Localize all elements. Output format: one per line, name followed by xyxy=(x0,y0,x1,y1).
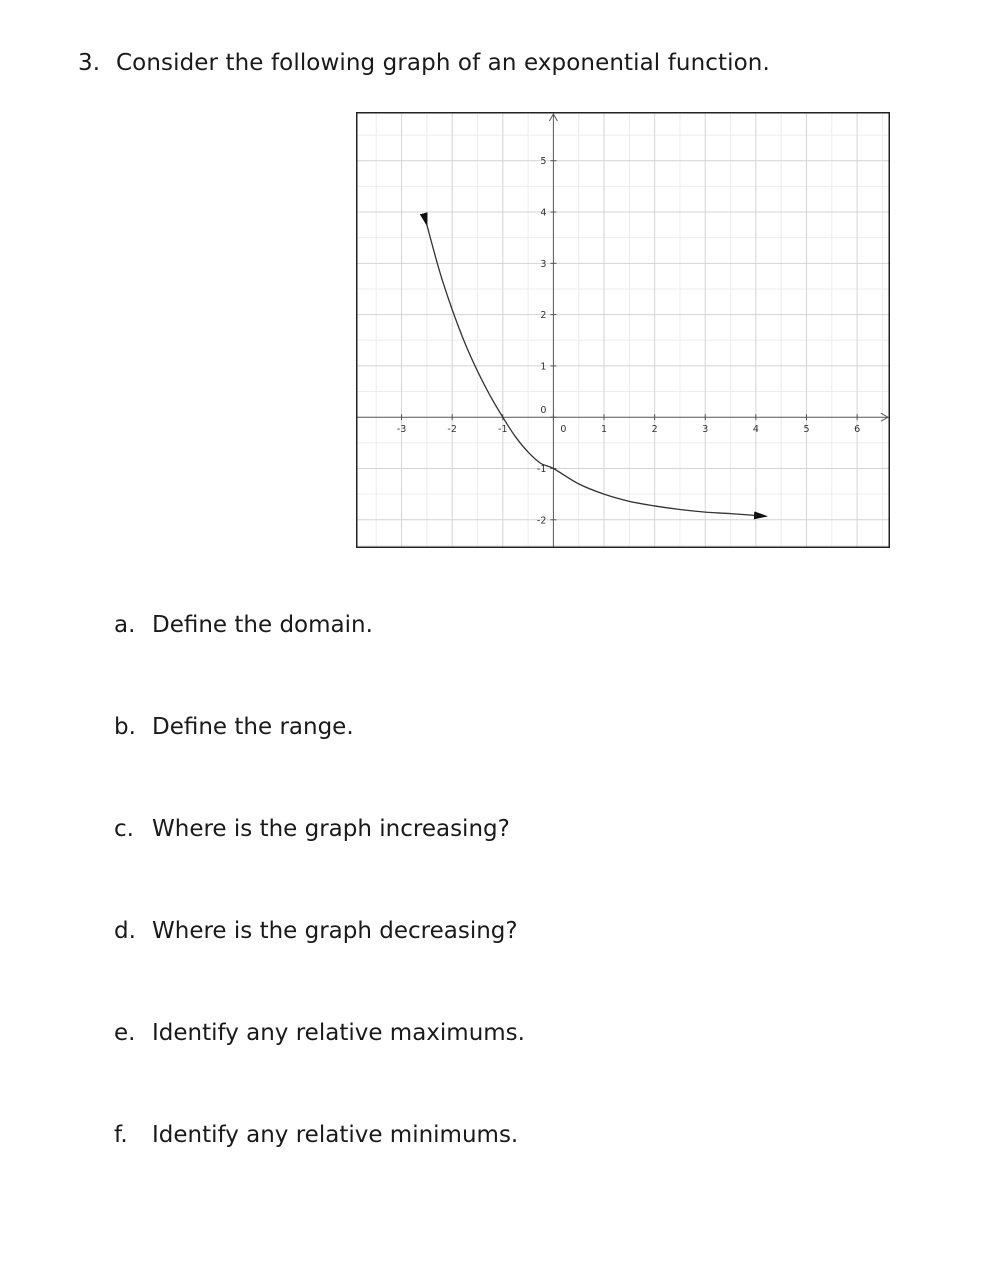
x-tick-label: 6 xyxy=(854,424,861,436)
part-d xyxy=(114,918,518,944)
part-c-letter: c. xyxy=(114,816,134,842)
part-b-text: Define the range. xyxy=(152,714,354,740)
part-a-letter: a. xyxy=(114,612,136,638)
x-tick-label: 0 xyxy=(560,424,567,436)
exponential-graph xyxy=(356,112,890,548)
y-tick-label: 5 xyxy=(540,156,547,168)
x-tick-label: 1 xyxy=(600,424,608,436)
x-tick-label: 4 xyxy=(752,424,759,436)
question-number: 3. xyxy=(78,50,101,76)
x-tick-label: -1 xyxy=(498,424,508,436)
part-f-text: Identify any relative minimums. xyxy=(152,1122,519,1148)
question-prompt: Consider the following graph of an exponential function. xyxy=(116,50,770,76)
x-tick-label: -3 xyxy=(396,424,407,436)
part-f-letter: f. xyxy=(114,1122,128,1148)
part-e-text: Identify any relative maximums. xyxy=(152,1020,525,1046)
question-heading xyxy=(78,50,770,76)
part-a-text: Define the domain. xyxy=(152,612,373,638)
y-tick-label: 2 xyxy=(540,310,547,322)
y-tick-label: 1 xyxy=(540,361,547,373)
part-c-text: Where is the graph increasing? xyxy=(152,816,510,842)
x-tick-label: 2 xyxy=(651,424,658,436)
y-tick-label: 0 xyxy=(540,405,547,417)
part-b-letter: b. xyxy=(114,714,136,740)
part-e xyxy=(114,1020,525,1046)
graph-svg xyxy=(356,112,890,548)
x-tick-label: 3 xyxy=(702,424,709,436)
y-tick-label: 4 xyxy=(540,207,547,219)
part-e-letter: e. xyxy=(114,1020,136,1046)
part-d-letter: d. xyxy=(114,918,136,944)
graph-frame xyxy=(357,113,890,548)
y-tick-label: 3 xyxy=(540,258,547,270)
y-tick-label: -1 xyxy=(536,463,547,475)
part-b xyxy=(114,714,354,740)
part-a xyxy=(114,612,373,638)
x-tick-label: 5 xyxy=(803,424,810,436)
x-tick-label: -2 xyxy=(447,424,457,436)
part-d-text: Where is the graph decreasing? xyxy=(152,918,518,944)
part-f xyxy=(114,1122,518,1148)
part-c xyxy=(114,816,510,842)
y-tick-label: -2 xyxy=(536,515,547,527)
